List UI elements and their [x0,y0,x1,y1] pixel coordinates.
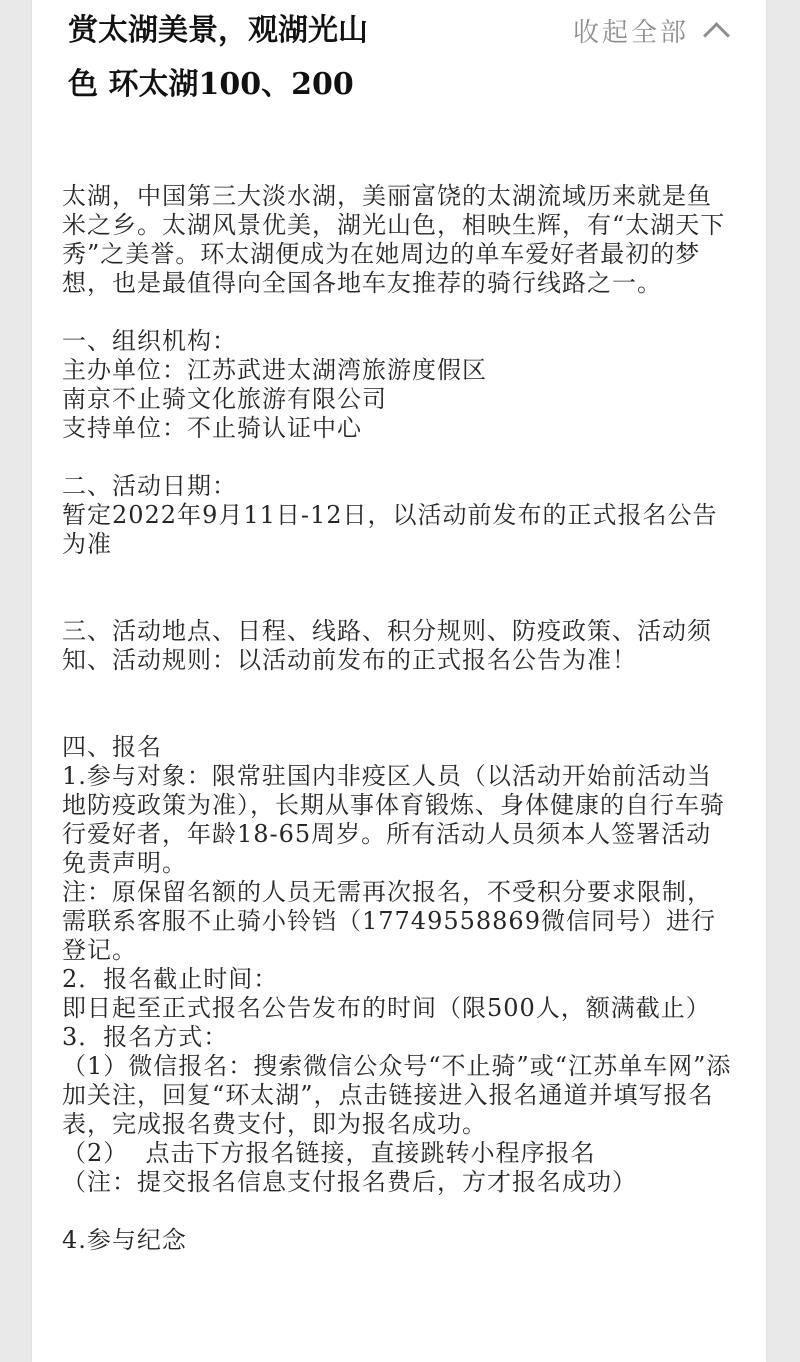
chevron-up-icon [703,22,730,49]
article-card [32,0,766,1362]
registration-deadline-text: 即日起至正式报名公告发布的时间（限500人，额满截止） [62,994,711,1022]
intro-paragraph: 太湖，中国第三大淡水湖，美丽富饶的太湖流域历来就是鱼米之乡。太湖风景优美，湖光山色，相映生辉，有“太湖天下秀”之美誉。环太湖便成为在她周边的单车爱好者最初的梦想，也是最值得向全国各地车友推荐的骑行线路之一。 [62,182,726,297]
registration-heading: 四、报名 [62,733,162,761]
souvenir-heading: 4.参与纪念 [62,1226,187,1254]
article-header [32,0,766,170]
registration-method-link: （2） 点击下方报名链接，直接跳转小程序报名 [62,1139,596,1167]
registration-method-note: （注：提交报名信息支付报名费后，方才报名成功） [62,1168,637,1196]
org-support: 支持单位：不止骑认证中心 [62,414,362,442]
collapse-all-button[interactable] [573,10,726,50]
date-heading: 二、活动日期： [62,472,237,500]
registration-target: 1.参与对象：限常驻国内非疫区人员（以活动开始前活动当地防疫政策为准），长期从事体育锻炼、身体健康的自行车骑行爱好者，年龄18-65周岁。所有活动人员须本人签署活动免责声明。 [62,762,725,877]
registration-note: 注：原保留名额的人员无需再次报名，不受积分要求限制，需联系客服不止骑小铃铛（17749558869微信同号）进行登记。 [62,878,716,964]
registration-method-heading: 3．报名方式： [62,1023,229,1051]
org-host: 主办单位：江苏武进太湖湾旅游度假区 [62,356,487,384]
registration-deadline-heading: 2．报名截止时间： [62,965,279,993]
org-host-2: 南京不止骑文化旅游有限公司 [62,385,387,413]
org-heading: 一、组织机构： [62,327,237,355]
location-text: 三、活动地点、日程、线路、积分规则、防疫政策、活动须知、活动规则：以活动前发布的正式报名公告为准！ [62,617,712,674]
date-text: 暂定2022年9月11日-12日，以活动前发布的正式报名公告为准 [62,501,718,558]
collapse-all-label: 收起全部 [572,17,689,48]
article-body [62,182,734,1255]
page-title: 赏太湖美景，观湖光山色 环太湖100、200 [68,13,368,102]
registration-method-wechat: （1）微信报名：搜索微信公众号“不止骑”或“江苏单车网”添加关注，回复“环太湖”，点击链接进入报名通道并填写报名表，完成报名费支付，即为报名成功。 [62,1052,732,1138]
